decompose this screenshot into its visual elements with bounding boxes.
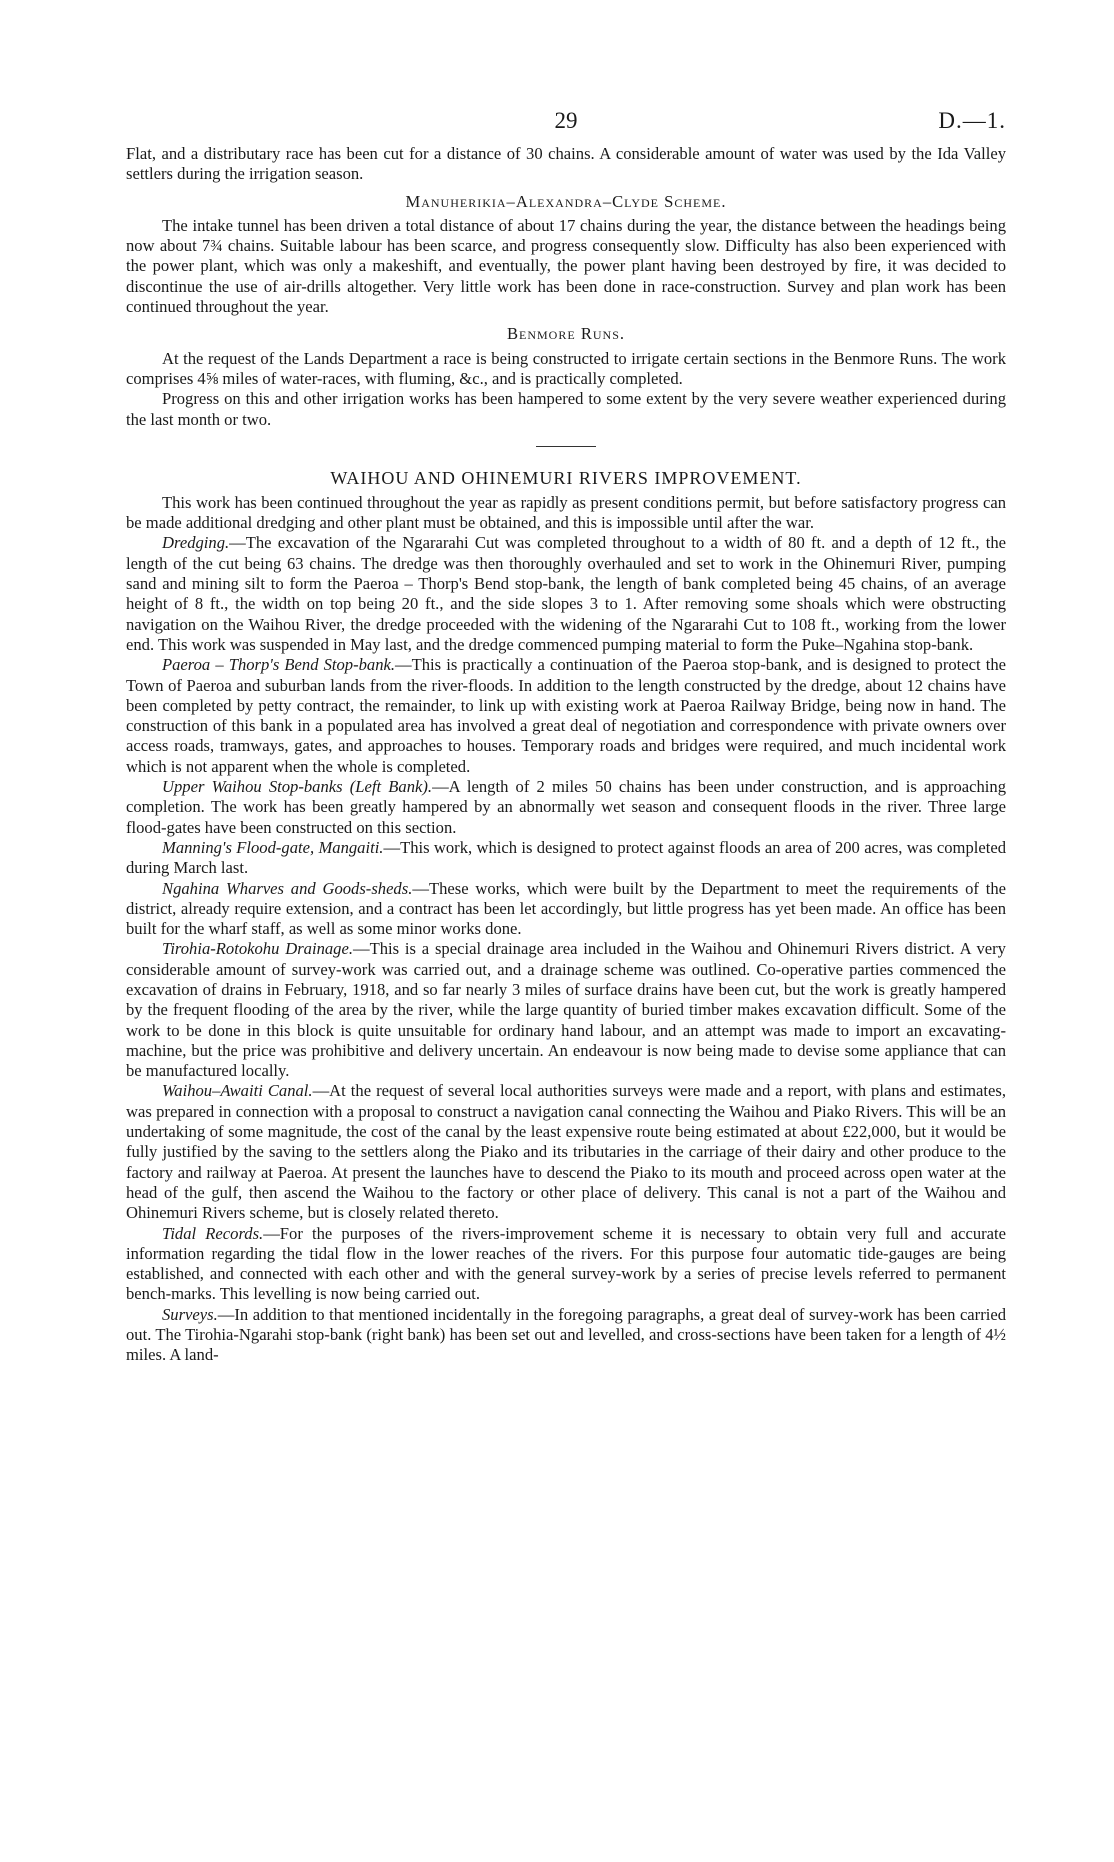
section-divider — [536, 446, 596, 447]
paragraph-body: —In addition to that mentioned incidentally in the foregoing paragraphs, a great deal of survey-work has been carried out. The Tirohia-Ngarahi stop-bank (right bank) has been set out and levelled, and cross-sections have been taken for a length of 4½ miles. A land- — [126, 1304, 1006, 1365]
paragraph-title: Surveys. — [162, 1304, 218, 1324]
tidal-records-paragraph — [126, 1224, 1006, 1305]
upper-waihou-paragraph — [126, 777, 1006, 838]
document-reference: D.—1. — [938, 108, 1006, 133]
paragraph-title: Ngahina Wharves and Goods-sheds. — [162, 878, 413, 898]
benmore-paragraph-1: At the request of the Lands Department a race is being constructed to irrigate certain sections in the Benmore Runs. The work comprises 4⅝ miles of water-races, with fluming, &c., and is practically completed. — [126, 348, 1006, 388]
benmore-heading: Benmore Runs. — [506, 324, 626, 344]
paragraph-body: —The excavation of the Ngararahi Cut was completed throughout to a width of 80 ft. and a depth of 12 ft., the length of the cut being 63 chains. The dredge was then thoroughly overhauled and set to work in the Ohinemuri River, pumping sand and mining silt to form the Paeroa – Thorp's Bend stop-bank, the length of bank completed being 45 chains, of an average height of 8 ft., the width on top being 20 ft., and the side slopes 3 to 1. After removing some shoals which were obstructing navigation on the Waihou River, the dredge proceeded with the widening of the Ngararahi Cut to 108 ft., working from the lower end. This work was suspended in May last, and the dredge commenced pumping material to form the Puke–Ngahina stop-bank. — [126, 533, 1006, 654]
paragraph-title: Tidal Records. — [162, 1223, 264, 1243]
intro-paragraph: Flat, and a distributary race has been cut for a distance of 30 chains. A considerable amount of water was used by the Ida Valley settlers during the irrigation season. — [126, 144, 1006, 184]
ngahina-wharves-paragraph — [126, 879, 1006, 940]
paragraph-body: —At the request of several local authorities surveys were made and a report, with plans and estimates, was prepared in connection with a proposal to construct a navigation canal connecting the Waihou and Piako Rivers. This will be an undertaking of some magnitude, the cost of the canal by the least expensive route being estimated at about £22,000, but it would be fully justified by the saving to the settlers along the Piako and its tributaries in the carriage of their dairy and other produce to the factory and railway at Paeroa. At present the launches have to descend the Piako to its mouth and proceed across open water at the head of the gulf, then ascend the Waihou to the factory or other place of delivery. This canal is not a part of the Waihou and Ohinemuri Rivers scheme, but is closely related thereto. — [126, 1081, 1006, 1223]
paragraph-title: Dredging. — [162, 533, 230, 553]
page-number: 29 — [554, 108, 578, 133]
paragraph-body: —This is a special drainage area included in the Waihou and Ohinemuri Rivers district. A very considerable amount of survey-work was carried out, and a drainage scheme was outlined. Co-operative parties commenced the excavation of drains in February, 1918, and so far nearly 3 miles of surface drains have been cut, but the work is greatly hampered by the frequent flooding of the area by the river, while the large quantity of buried timber makes excavation difficult. Some of the work to be done in this block is quite unsuitable for ordinary hand labour, and an attempt was made to import an excavating-machine, but the price was prohibitive and delivery uncertain. An endeavour is now being made to devise some appliance that can be manufactured locally. — [126, 939, 1006, 1081]
tirohia-drainage-paragraph — [126, 939, 1006, 1081]
dredging-paragraph — [126, 533, 1006, 655]
mannings-floodgate-paragraph — [126, 838, 1006, 879]
page-header — [126, 108, 1006, 144]
waihou-heading: WAIHOU AND OHINEMURI RIVERS IMPROVEMENT. — [330, 467, 802, 488]
paragraph-title: Tirohia-Rotokohu Drainage. — [162, 939, 353, 959]
paragraph-body: —This is practically a continuation of the Paeroa stop-bank, and is designed to protect the Town of Paeroa and suburban lands from the river-floods. In addition to the length constructed by the dredge, about 12 chains have been completed by petty contract, the remainder, to link up with existing work at Paeroa Railway Bridge, being now in hand. The construction of this bank in a populated area has involved a great deal of negotiation and correspondence with private owners over access roads, tramways, gates, and approaches to houses. Temporary roads and bridges were required, and much incidental work which is not apparent when the whole is completed. — [126, 655, 1006, 776]
manuherikia-heading: Manuherikia–Alexandra–Clyde Scheme. — [405, 191, 727, 211]
paragraph-title: Upper Waihou Stop-banks (Left Bank). — [162, 777, 433, 797]
document-page — [126, 108, 1006, 1366]
paragraph-body: —A length of 2 miles 50 chains has been under construction, and is approaching completion. The work has been greatly hampered by an abnormally wet season and consequent floods in the river. Three large flood-gates have been constructed on this section. — [126, 777, 1006, 837]
waihou-intro-paragraph: This work has been continued throughout the year as rapidly as present conditions permit, but before satisfactory progress can be made additional dredging and other plant must be obtained, and this is impossible until after the war. — [126, 492, 1006, 533]
paragraph-title: Waihou–Awaiti Canal. — [162, 1081, 313, 1101]
manuherikia-paragraph: The intake tunnel has been driven a total distance of about 17 chains during the year, the distance between the headings being now about 7¾ chains. Suitable labour has been scarce, and progress consequently slow. Difficulty has also been experienced with the power plant, which was only a makeshift, and eventually, the power plant having been destroyed by fire, it was decided to discontinue the use of air-drills altogether. Very little work has been done in race-construction. Survey and plan work has been continued throughout the year. — [126, 215, 1006, 317]
paragraph-body: —For the purposes of the rivers-improvement scheme it is necessary to obtain very full and accurate information regarding the tidal flow in the lower reaches of the rivers. For this purpose four automatic tide-gauges are being established, and connected with each other and with the general survey-work by a series of precise levels referred to permanent bench-marks. This levelling is now being carried out. — [126, 1223, 1006, 1304]
paragraph-title: Paeroa – Thorp's Bend Stop-bank. — [162, 655, 396, 675]
paragraph-title: Manning's Flood-gate, Mangaiti. — [162, 837, 384, 857]
benmore-paragraph-2: Progress on this and other irrigation works has been hampered to some extent by the very severe weather experienced during the last month or two. — [126, 389, 1006, 429]
surveys-paragraph — [126, 1305, 1006, 1366]
awaiti-canal-paragraph — [126, 1081, 1006, 1223]
paeroa-stopbank-paragraph — [126, 655, 1006, 777]
paragraph-body: —These works, which were built by the Department to meet the requirements of the district, already require extension, and a contract has been let accordingly, but little progress has yet been made. An office has been built for the wharf staff, as well as some minor works done. — [126, 878, 1006, 939]
paragraph-body: —This work, which is designed to protect against floods an area of 200 acres, was completed during March last. — [126, 837, 1006, 878]
